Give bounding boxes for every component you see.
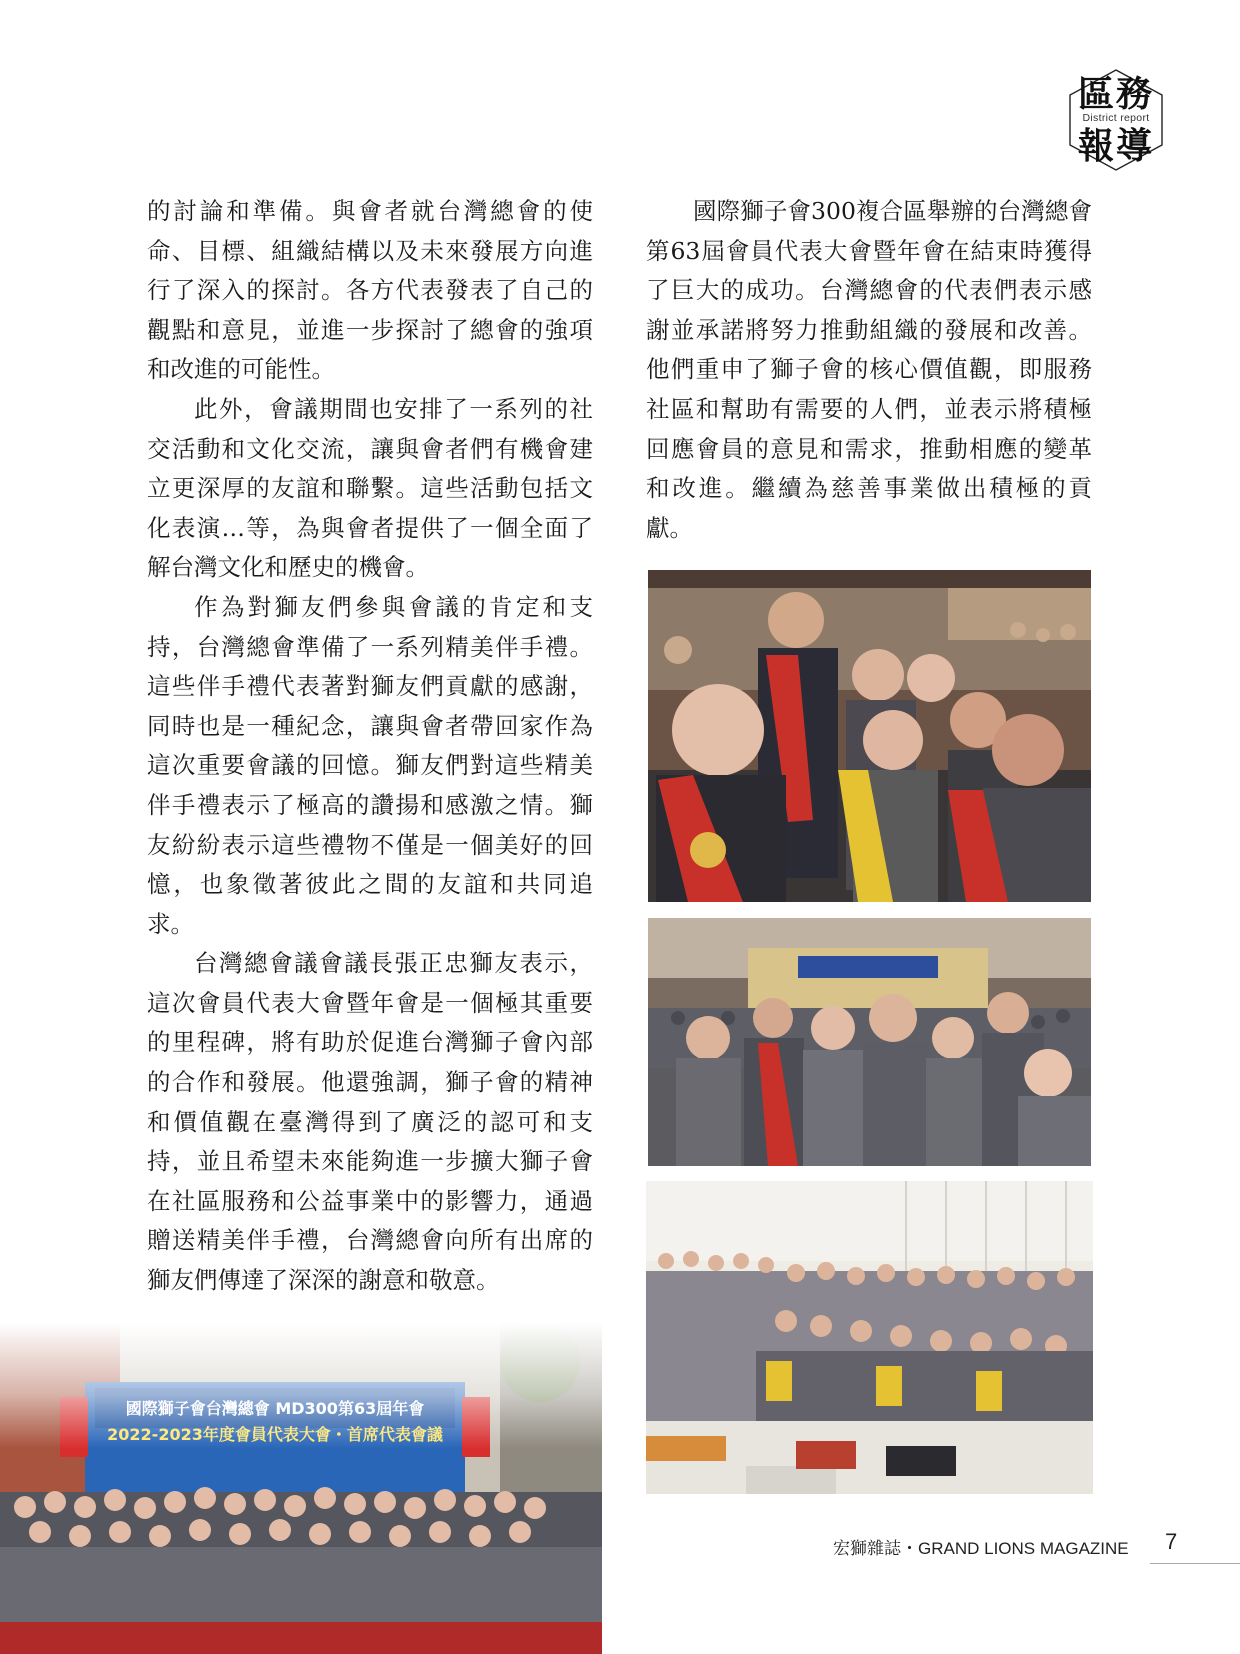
page-number: 7 — [1165, 1529, 1178, 1554]
footer-rule — [1150, 1563, 1240, 1564]
paragraph: 國際獅子會300複合區舉辦的台灣總會第63屆會員代表大會暨年會在結束時獲得了巨大的成功。台灣總會的代表們表示感謝並承諾將努力推動組織的發展和改善。他們重申了獅子會的核心價值觀，即服務社區和幫助有需要的人們，並表示將積極回應會員的意見和需求，推動相應的變革和改進。繼續為慈善事業做出積極的貢獻。 — [646, 197, 1092, 542]
section-title-bottom: 報導 — [1077, 125, 1154, 167]
paragraph: 的討論和準備。與會者就台灣總會的使命、目標、組織結構以及未來發展方向進行了深入的探討。各方代表發表了自己的觀點和意見，並進一步探討了總會的強項和改進的可能性。 — [147, 197, 593, 384]
magazine-name-zh: 宏獅雜誌 — [833, 1539, 901, 1559]
paragraph: 此外，會議期間也安排了一系列的社交活動和文化交流，讓與會者們有機會建立更深厚的友誼和聯繫。這些活動包括文化表演…等，為與會者提供了一個全面了解台灣文化和歷史的機會。 — [147, 394, 593, 582]
left-text-column — [147, 192, 593, 1301]
magazine-separator: ・ — [901, 1539, 918, 1558]
magazine-name — [833, 1537, 1129, 1561]
magazine-name-en: GRAND LIONS MAGAZINE — [918, 1539, 1129, 1558]
paragraph: 作為對獅友們參與會議的肯定和支持，台灣總會準備了一系列精美伴手禮。這些伴手禮代表著對獅友們貢獻的感謝，同時也是一種紀念，讓與會者帶回家作為這次重要會議的回憶。獅友們對這些精美伴手禮表示了極高的讚揚和感激之情。獅友紛紛表示這些禮物不僅是一個美好的回憶，也象徵著彼此之間的友誼和共同追求。 — [147, 592, 593, 938]
section-subtitle: District report — [1082, 112, 1150, 124]
section-badge — [1064, 68, 1168, 172]
group-selfie-photo — [648, 570, 1091, 902]
seated-group-photo — [646, 1181, 1093, 1494]
right-text-column — [646, 192, 1092, 548]
outdoor-banner-group-photo — [0, 1322, 602, 1654]
paragraph: 台灣總會議會議長張正忠獅友表示，這次會員代表大會暨年會是一個極其重要的里程碑，將有助於促進台灣獅子會內部的合作和發展。他還強調，獅子會的精神和價值觀在臺灣得到了廣泛的認可和支持，並且希望未來能夠進一步擴大獅子會在社區服務和公益事業中的影響力，通過贈送精美伴手禮，台灣總會向所有出席的獅友們傳達了深深的謝意和敬意。 — [147, 949, 593, 1295]
hall-group-photo — [648, 918, 1091, 1166]
section-title-top: 區務 — [1077, 73, 1154, 115]
